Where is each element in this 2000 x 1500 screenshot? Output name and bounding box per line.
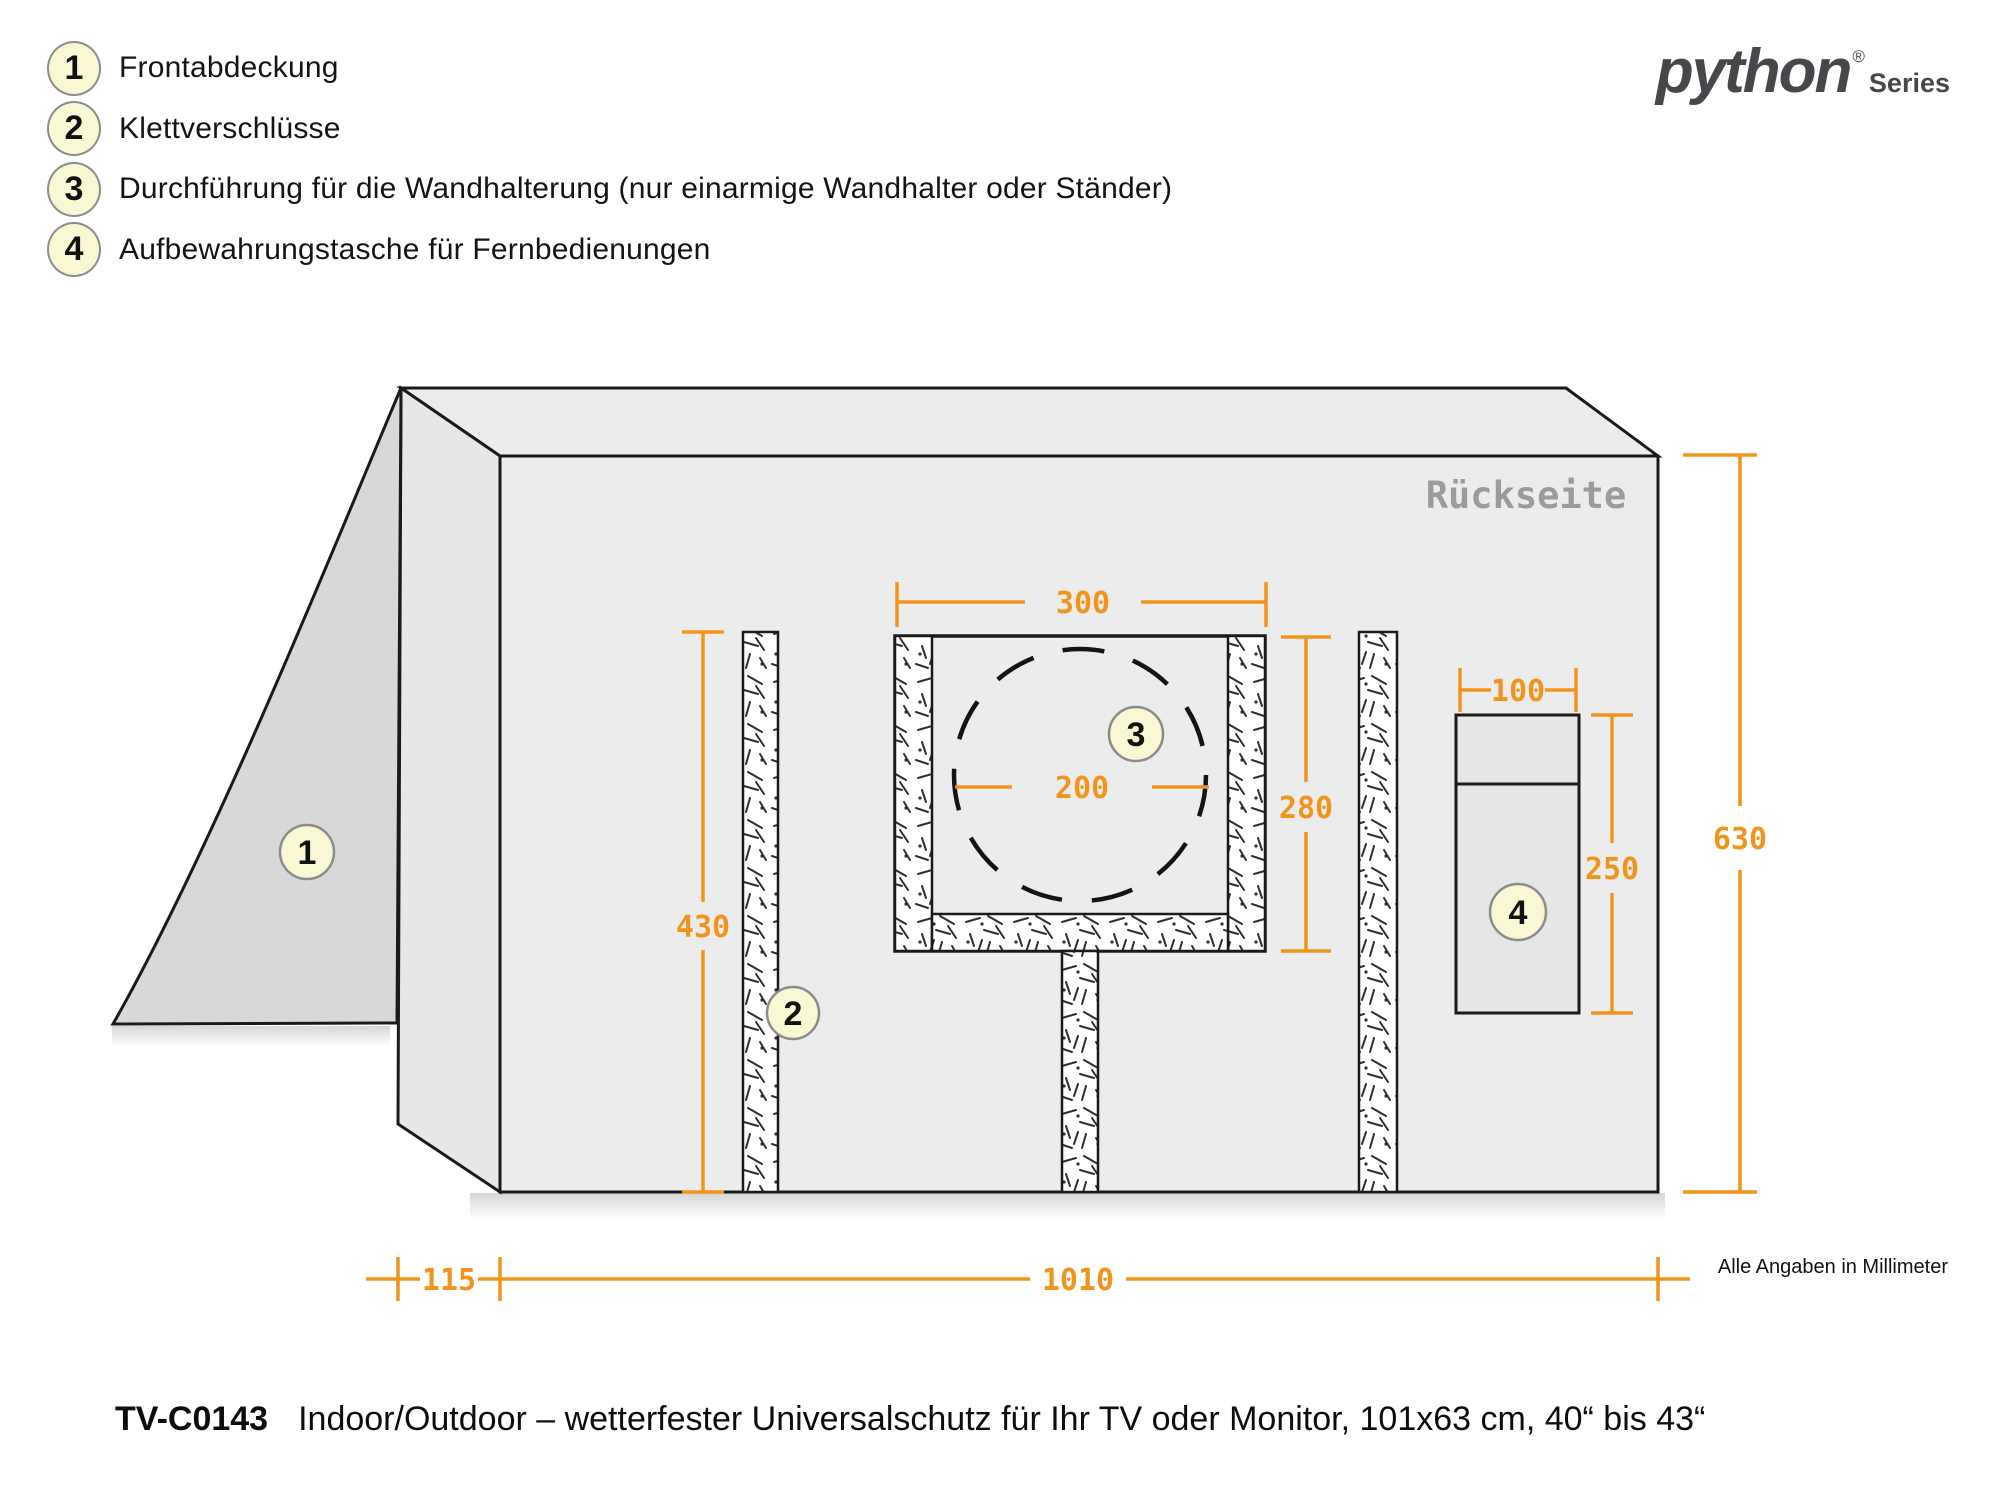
cover-top-face: [401, 388, 1658, 456]
cover-side-face: [398, 388, 500, 1192]
dim-cover-height: 630: [1712, 822, 1768, 857]
flap-shadow: [112, 1026, 390, 1046]
drawing-badge-2-number: 2: [783, 995, 803, 1033]
product-model: TV-C0143: [115, 1400, 269, 1438]
remote-pocket: [1456, 715, 1579, 1013]
product-title: [115, 1400, 1705, 1439]
dim-side-depth: 115: [421, 1263, 477, 1298]
legend-label-4: Aufbewahrungstasche für Fernbedienungen: [119, 232, 711, 266]
legend-badge-4: 4: [47, 222, 101, 277]
brand-series: Series: [1868, 68, 1950, 98]
units-note: Alle Angaben in Millimeter: [1717, 1256, 1948, 1278]
back-side-label: Rückseite: [1425, 474, 1627, 517]
drawing-badge-4-number: 4: [1508, 894, 1528, 932]
dim-strip-length: 430: [675, 910, 731, 945]
drawing-badge-1-number: 1: [297, 834, 317, 872]
opening-velcro-right: [1228, 636, 1265, 951]
opening-velcro-stem: [1062, 951, 1098, 1192]
dim-cover-width: 1010: [1041, 1263, 1115, 1298]
legend-label-3: Durchführung für die Wandhalterung (nur einarmige Wandhalter oder Ständer): [119, 172, 1173, 205]
drawing-badge-3-number: 3: [1126, 716, 1146, 754]
dim-pocket-width: 100: [1490, 674, 1546, 709]
dim-opening-width: 300: [1055, 586, 1111, 621]
brand-name: python: [1655, 37, 1851, 106]
legend-badge-3: 3: [47, 162, 101, 217]
product-description: Indoor/Outdoor – wetterfester Universalschutz für Ihr TV oder Monitor, 101x63 cm, 40“ bis 43“: [298, 1400, 1706, 1438]
legend-badge-2: 2: [47, 101, 101, 156]
front-cover-flap: [113, 388, 401, 1024]
dim-circle-diameter: 200: [1054, 771, 1110, 806]
dim-pocket-height: 250: [1584, 852, 1640, 887]
velcro-strip-left: [743, 632, 778, 1192]
opening-velcro-left: [895, 636, 932, 951]
legend-badge-1: 1: [47, 41, 101, 96]
registered-mark: ®: [1852, 47, 1865, 66]
legend-label-2: Klettverschlüsse: [119, 111, 341, 145]
legend-label-1: Frontabdeckung: [119, 51, 339, 84]
opening-velcro-bottom: [932, 914, 1228, 951]
velcro-strip-right: [1359, 632, 1397, 1192]
dim-opening-height: 280: [1278, 791, 1334, 826]
box-shadow: [470, 1193, 1665, 1219]
